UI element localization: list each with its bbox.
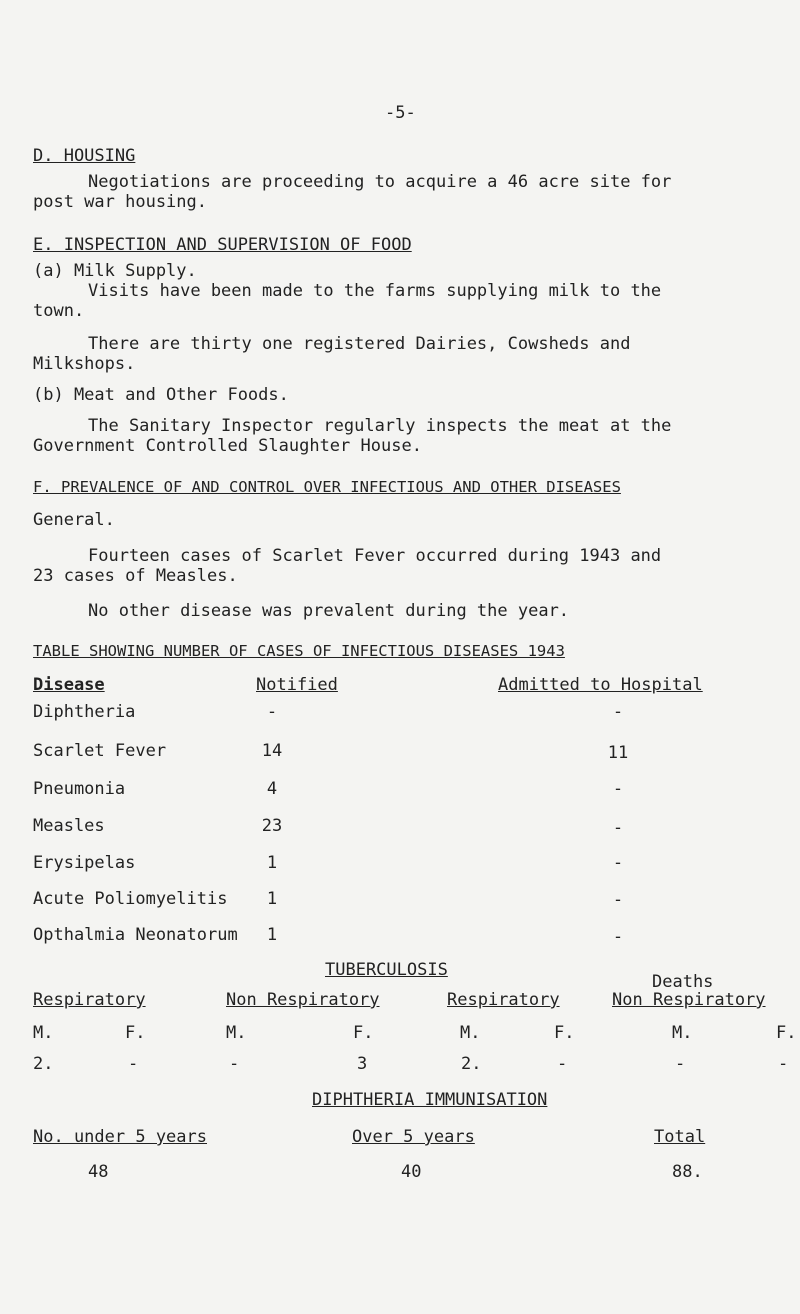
table-title: TABLE SHOWING NUMBER OF CASES OF INFECTIOUS DISEASES 1943 — [33, 642, 565, 660]
row-admitted: - — [612, 779, 624, 799]
tb-sex-label: F. — [125, 1023, 146, 1043]
immunisation-value-under-5: 48 — [88, 1162, 109, 1182]
row-disease: Scarlet Fever — [33, 741, 167, 761]
immunisation-header-under-5: No. under 5 years — [33, 1127, 207, 1147]
table-header-admitted: Admitted to Hospital — [498, 675, 703, 695]
row-admitted: - — [612, 927, 624, 947]
row-admitted: - — [612, 890, 624, 910]
immunisation-value-total: 88. — [672, 1162, 703, 1182]
page-number: -5- — [385, 103, 416, 123]
tb-value: - — [128, 1054, 139, 1074]
row-disease: Diphtheria — [33, 702, 136, 722]
row-disease: Pneumonia — [33, 779, 126, 799]
immunisation-header-total: Total — [654, 1127, 706, 1147]
row-notified: 1 — [266, 853, 278, 873]
section-e-meat-line2: Government Controlled Slaughter House. — [33, 436, 422, 456]
tb-sex-label: F. — [353, 1023, 374, 1043]
section-e-meat-line1: The Sanitary Inspector regularly inspects the meat at the — [88, 416, 672, 436]
row-notified: - — [266, 702, 278, 722]
tb-sex-label: M. — [460, 1023, 481, 1043]
tb-sex-label: M. — [226, 1023, 247, 1043]
tb-value: 2. — [461, 1054, 482, 1074]
table-header-disease: Disease — [33, 675, 105, 695]
row-admitted: - — [612, 853, 624, 873]
section-e-milk-line2: town. — [33, 301, 85, 321]
tuberculosis-deaths-label: Deaths — [652, 972, 714, 992]
section-e-milk-line1: Visits have been made to the farms supplying milk to the — [88, 281, 662, 301]
section-f-heading: F. PREVALENCE OF AND CONTROL OVER INFECTIOUS AND OTHER DISEASES — [33, 478, 621, 496]
section-e-sub-b: (b) Meat and Other Foods. — [33, 385, 289, 405]
section-e-dairies-line2: Milkshops. — [33, 354, 136, 374]
row-admitted: 11 — [607, 743, 629, 763]
table-header-notified: Notified — [256, 675, 338, 695]
diphtheria-immunisation-title: DIPHTHERIA IMMUNISATION — [312, 1090, 548, 1110]
section-e-heading: E. INSPECTION AND SUPERVISION OF FOOD — [33, 235, 412, 255]
tb-group-respiratory-deaths: Respiratory — [447, 990, 560, 1010]
tb-value: 2. — [33, 1054, 54, 1074]
tb-value: - — [229, 1054, 240, 1074]
tb-sex-label: M. — [672, 1023, 693, 1043]
row-admitted: - — [612, 702, 624, 722]
tb-value: - — [778, 1054, 789, 1074]
row-notified: 14 — [261, 741, 283, 761]
immunisation-header-over-5: Over 5 years — [352, 1127, 475, 1147]
row-disease: Erysipelas — [33, 853, 136, 873]
row-notified: 1 — [266, 925, 278, 945]
tuberculosis-title: TUBERCULOSIS — [325, 960, 448, 980]
section-f-general: General. — [33, 510, 115, 530]
section-e-dairies-line1: There are thirty one registered Dairies, Cowsheds and — [88, 334, 631, 354]
immunisation-value-over-5: 40 — [401, 1162, 422, 1182]
section-f-para2: No other disease was prevalent during the year. — [88, 601, 570, 621]
row-notified: 4 — [266, 779, 278, 799]
tb-value: - — [675, 1054, 686, 1074]
tb-group-non-respiratory-deaths: Non Respiratory — [612, 990, 766, 1010]
row-admitted: - — [612, 818, 624, 838]
section-d-heading: D. HOUSING — [33, 146, 136, 166]
section-f-para1-line2: 23 cases of Measles. — [33, 566, 238, 586]
section-d-text-line1: Negotiations are proceeding to acquire a 46 acre site for — [88, 172, 672, 192]
section-f-para1-line1: Fourteen cases of Scarlet Fever occurred during 1943 and — [88, 546, 662, 566]
row-disease: Opthalmia Neonatorum — [33, 925, 238, 945]
section-e-sub-a: (a) Milk Supply. — [33, 261, 197, 281]
tb-value: 3 — [357, 1054, 368, 1074]
section-d-text-line2: post war housing. — [33, 192, 207, 212]
row-disease: Measles — [33, 816, 105, 836]
row-notified: 23 — [261, 816, 283, 836]
tb-group-respiratory: Respiratory — [33, 990, 146, 1010]
row-disease: Acute Poliomyelitis — [33, 889, 228, 909]
tb-group-non-respiratory: Non Respiratory — [226, 990, 380, 1010]
tb-sex-label: M. — [33, 1023, 54, 1043]
tb-sex-label: F. — [554, 1023, 575, 1043]
row-notified: 1 — [266, 889, 278, 909]
tb-value: - — [557, 1054, 568, 1074]
tb-sex-label: F. — [776, 1023, 797, 1043]
